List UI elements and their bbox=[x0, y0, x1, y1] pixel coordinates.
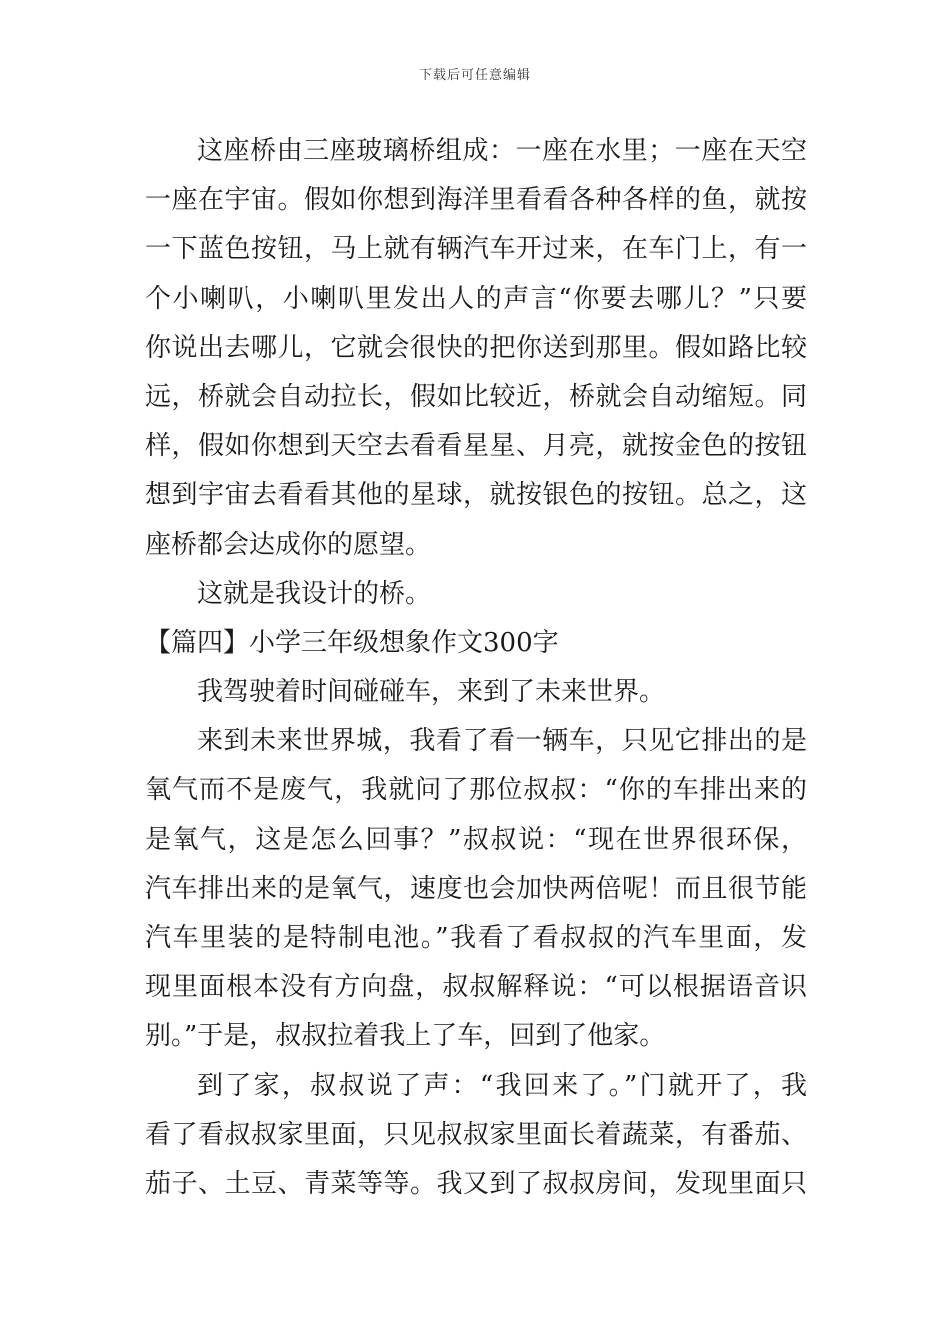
page-header: 下载后可任意编辑 bbox=[418, 68, 531, 83]
text-line: 看了看叔叔家里面，只见叔叔家里面长着蔬菜，有番茄、 bbox=[145, 1119, 807, 1150]
text-line: 汽车排出来的是氧气，速度也会加快两倍呢！而且很节能 bbox=[145, 873, 807, 904]
document-body bbox=[145, 127, 807, 1209]
text-line: 座桥都会达成你的愿望。 bbox=[145, 529, 432, 560]
text-line: 是氧气，这是怎么回事？”叔叔说：“现在世界很环保， bbox=[145, 824, 807, 855]
text-line: 一下蓝色按钮，马上就有辆汽车开过来，在车门上，有一 bbox=[145, 234, 807, 265]
text-line: 样，假如你想到天空去看看星星、月亮，就按金色的按钮 bbox=[145, 431, 807, 462]
text-line: 这座桥由三座玻璃桥组成：一座在水里；一座在天空 bbox=[197, 136, 807, 166]
text-line: 我驾驶着时间碰碰车，来到了未来世界。 bbox=[197, 677, 666, 708]
text-line: 你说出去哪儿，它就会很快的把你送到那里。假如路比较 bbox=[145, 332, 807, 363]
text-line: 【篇四】小学三年级想象作文300字 bbox=[145, 627, 559, 658]
text-line: 来到未来世界城，我看了看一辆车，只见它排出的是 bbox=[197, 726, 807, 757]
text-line: 汽车里装的是特制电池。”我看了看叔叔的汽车里面，发 bbox=[145, 923, 807, 953]
text-line: 个小喇叭，小喇叭里发出人的声言“你要去哪儿？”只要 bbox=[145, 283, 807, 314]
text-line: 到了家，叔叔说了声：“我回来了。”门就开了，我 bbox=[197, 1070, 807, 1101]
text-line: 茄子、土豆、青菜等等。我又到了叔叔房间，发现里面只 bbox=[145, 1168, 807, 1199]
text-line: 别。”于是，叔叔拉着我上了车，回到了他家。 bbox=[145, 1021, 666, 1052]
text-line: 这就是我设计的桥。 bbox=[197, 578, 432, 609]
text-line: 一座在宇宙。假如你想到海洋里看看各种各样的鱼，就按 bbox=[145, 185, 807, 216]
text-line: 想到宇宙去看看其他的星球，就按银色的按钮。总之，这 bbox=[145, 480, 807, 511]
text-line: 远，桥就会自动拉长，假如比较近，桥就会自动缩短。同 bbox=[145, 381, 807, 412]
text-line: 氧气而不是废气，我就问了那位叔叔：“你的车排出来的 bbox=[145, 775, 807, 806]
text-line: 现里面根本没有方向盘，叔叔解释说：“可以根据语音识 bbox=[145, 972, 807, 1003]
